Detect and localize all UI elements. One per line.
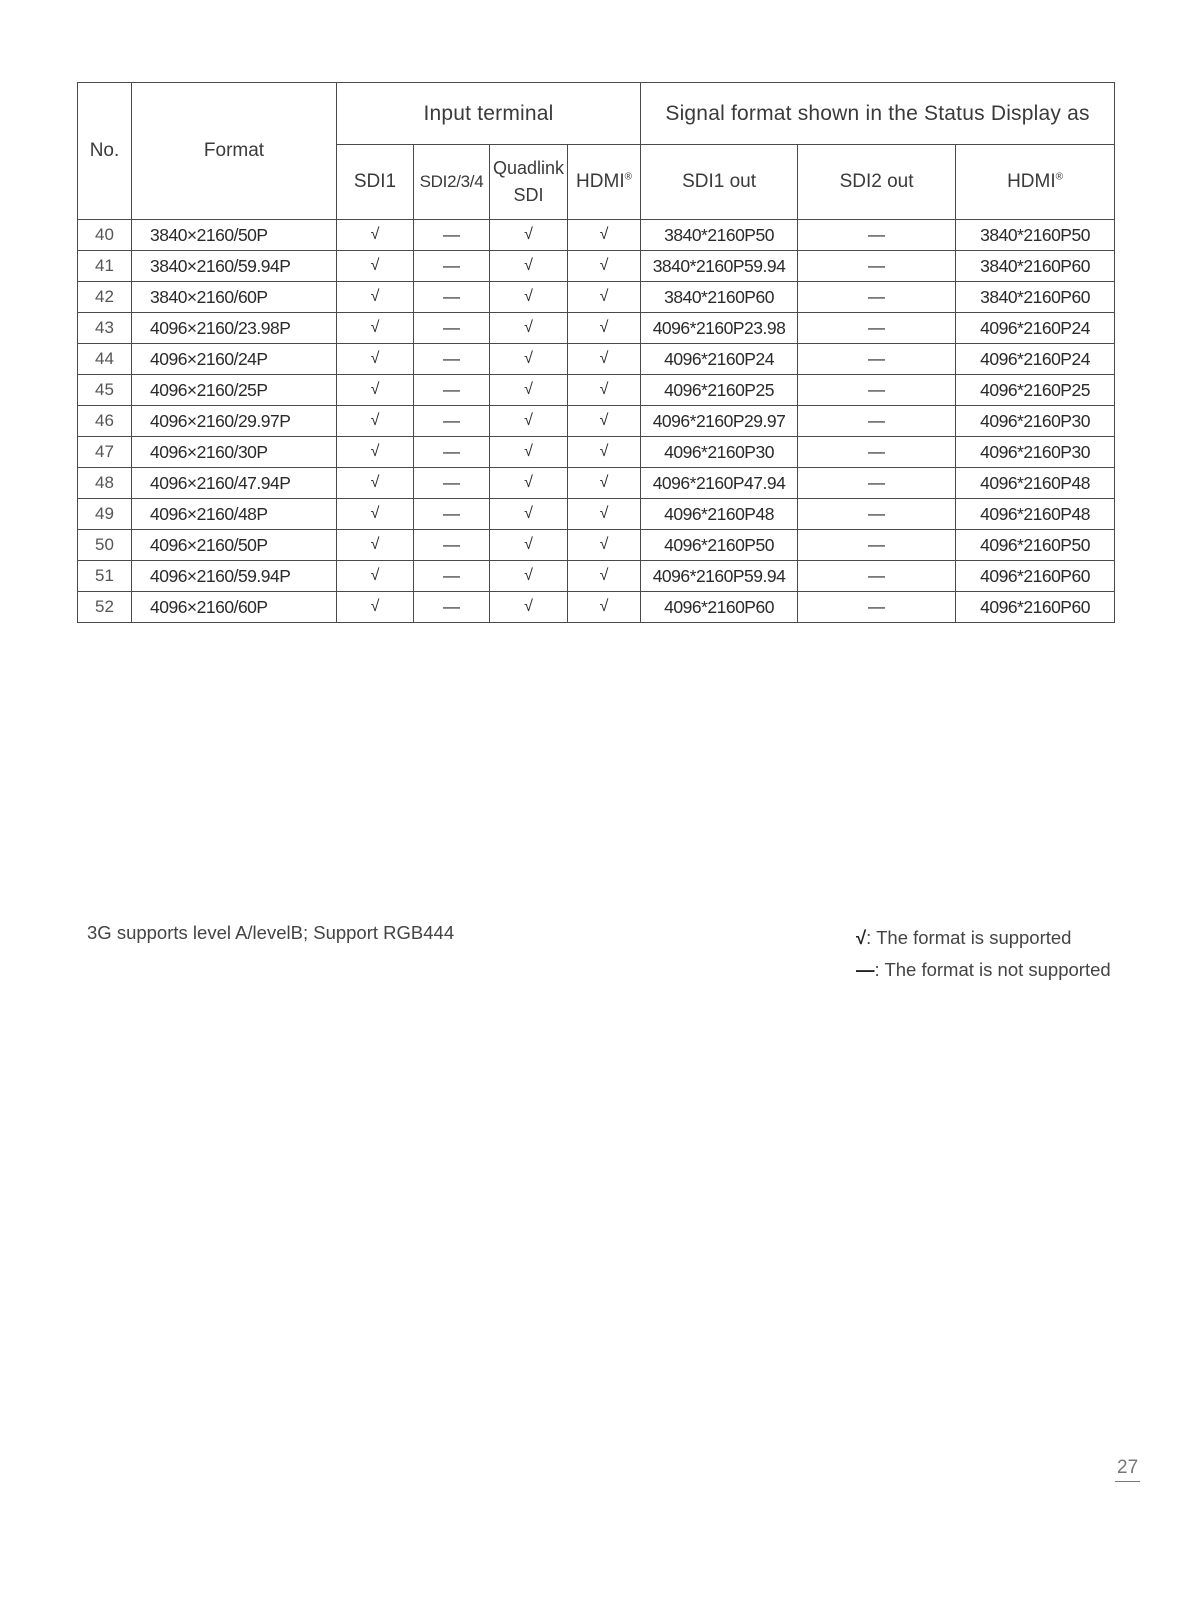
- table-row: [78, 220, 1115, 251]
- cell-sdi234: —: [414, 561, 490, 592]
- cell-sdi2-out: —: [798, 251, 956, 282]
- header-hdmi-input-label: HDMI: [576, 171, 625, 192]
- row-number: 47: [78, 437, 132, 468]
- cell-hdmi-out: 4096*2160P30: [956, 406, 1115, 437]
- table-row: [78, 499, 1115, 530]
- cell-sdi2-out: —: [798, 592, 956, 623]
- row-number: 48: [78, 468, 132, 499]
- row-format: 3840×2160/50P: [132, 220, 337, 251]
- cell-quadlink: √: [490, 561, 568, 592]
- header-hdmi-out-label: HDMI: [1007, 171, 1056, 192]
- cell-sdi1: √: [337, 499, 414, 530]
- cell-sdi1: √: [337, 437, 414, 468]
- table-row: [78, 313, 1115, 344]
- cell-sdi1-out: 4096*2160P47.94: [641, 468, 798, 499]
- registered-mark: ®: [624, 171, 632, 183]
- cell-hdmi-out: 4096*2160P50: [956, 530, 1115, 561]
- cell-sdi2-out: —: [798, 530, 956, 561]
- cell-quadlink: √: [490, 406, 568, 437]
- header-sdi1-out: SDI1 out: [641, 145, 798, 220]
- header-quadlink-sdi: [490, 145, 568, 220]
- cell-sdi1: √: [337, 592, 414, 623]
- table-row: [78, 344, 1115, 375]
- header-sdi1: SDI1: [337, 145, 414, 220]
- cell-quadlink: √: [490, 344, 568, 375]
- table-row: [78, 251, 1115, 282]
- cell-quadlink: √: [490, 437, 568, 468]
- header-no: No.: [78, 83, 132, 220]
- cell-quadlink: √: [490, 499, 568, 530]
- row-format: 4096×2160/48P: [132, 499, 337, 530]
- cell-hdmi: √: [568, 375, 641, 406]
- cell-hdmi-out: 4096*2160P60: [956, 592, 1115, 623]
- table-row: [78, 468, 1115, 499]
- table-row: [78, 282, 1115, 313]
- cell-sdi1: √: [337, 468, 414, 499]
- legend-supported: [856, 922, 1111, 954]
- cell-hdmi: √: [568, 561, 641, 592]
- cell-hdmi: √: [568, 406, 641, 437]
- cell-sdi234: —: [414, 592, 490, 623]
- header-sdi234: SDI2/3/4: [414, 145, 490, 220]
- row-number: 51: [78, 561, 132, 592]
- cell-hdmi: √: [568, 468, 641, 499]
- row-format: 4096×2160/30P: [132, 437, 337, 468]
- cell-hdmi: √: [568, 313, 641, 344]
- cell-sdi2-out: —: [798, 282, 956, 313]
- row-format: 4096×2160/24P: [132, 344, 337, 375]
- cell-sdi1: √: [337, 530, 414, 561]
- cell-quadlink: √: [490, 592, 568, 623]
- cell-quadlink: √: [490, 220, 568, 251]
- cell-sdi1-out: 4096*2160P59.94: [641, 561, 798, 592]
- cell-hdmi: √: [568, 282, 641, 313]
- dash-icon: —: [856, 959, 875, 980]
- cell-sdi1-out: 4096*2160P25: [641, 375, 798, 406]
- header-quadlink-line1: Quadlink: [492, 158, 565, 178]
- cell-sdi1: √: [337, 251, 414, 282]
- row-number: 45: [78, 375, 132, 406]
- cell-sdi234: —: [414, 251, 490, 282]
- table-row: [78, 592, 1115, 623]
- table-row: [78, 530, 1115, 561]
- cell-hdmi-out: 3840*2160P50: [956, 220, 1115, 251]
- cell-sdi234: —: [414, 530, 490, 561]
- row-number: 49: [78, 499, 132, 530]
- cell-sdi234: —: [414, 468, 490, 499]
- cell-sdi1-out: 4096*2160P50: [641, 530, 798, 561]
- cell-sdi1: √: [337, 282, 414, 313]
- cell-hdmi-out: 4096*2160P24: [956, 344, 1115, 375]
- cell-sdi2-out: —: [798, 468, 956, 499]
- cell-sdi1-out: 4096*2160P29.97: [641, 406, 798, 437]
- cell-sdi2-out: —: [798, 561, 956, 592]
- cell-sdi2-out: —: [798, 344, 956, 375]
- legend-supported-text: : The format is supported: [866, 927, 1072, 948]
- table-row: [78, 375, 1115, 406]
- cell-sdi1-out: 4096*2160P24: [641, 344, 798, 375]
- cell-quadlink: √: [490, 530, 568, 561]
- row-number: 40: [78, 220, 132, 251]
- cell-hdmi-out: 4096*2160P25: [956, 375, 1115, 406]
- cell-quadlink: √: [490, 313, 568, 344]
- row-number: 52: [78, 592, 132, 623]
- cell-hdmi: √: [568, 592, 641, 623]
- cell-quadlink: √: [490, 375, 568, 406]
- page-number: 27: [1115, 1457, 1140, 1482]
- row-format: 4096×2160/60P: [132, 592, 337, 623]
- cell-quadlink: √: [490, 468, 568, 499]
- row-format: 4096×2160/47.94P: [132, 468, 337, 499]
- cell-quadlink: √: [490, 282, 568, 313]
- table-row: [78, 437, 1115, 468]
- cell-sdi1-out: 3840*2160P60: [641, 282, 798, 313]
- cell-sdi1-out: 3840*2160P50: [641, 220, 798, 251]
- cell-sdi1-out: 3840*2160P59.94: [641, 251, 798, 282]
- table-body: [78, 220, 1115, 623]
- cell-sdi234: —: [414, 406, 490, 437]
- header-hdmi-input: [568, 145, 641, 220]
- cell-sdi1: √: [337, 220, 414, 251]
- row-number: 44: [78, 344, 132, 375]
- row-format: 4096×2160/59.94P: [132, 561, 337, 592]
- cell-sdi2-out: —: [798, 375, 956, 406]
- cell-hdmi: √: [568, 530, 641, 561]
- cell-hdmi-out: 4096*2160P48: [956, 468, 1115, 499]
- table-row: [78, 561, 1115, 592]
- cell-hdmi: √: [568, 499, 641, 530]
- header-status-display: Signal format shown in the Status Display as: [641, 83, 1115, 145]
- row-format: 4096×2160/23.98P: [132, 313, 337, 344]
- check-icon: √: [856, 927, 867, 948]
- cell-sdi2-out: —: [798, 499, 956, 530]
- row-format: 4096×2160/50P: [132, 530, 337, 561]
- header-quadlink-line2: SDI: [513, 185, 544, 205]
- cell-sdi234: —: [414, 282, 490, 313]
- table-row: [78, 406, 1115, 437]
- legend: [856, 922, 1111, 986]
- format-table: [77, 82, 1115, 623]
- row-number: 50: [78, 530, 132, 561]
- cell-hdmi: √: [568, 251, 641, 282]
- cell-hdmi-out: 4096*2160P24: [956, 313, 1115, 344]
- cell-sdi234: —: [414, 313, 490, 344]
- row-number: 43: [78, 313, 132, 344]
- cell-sdi234: —: [414, 375, 490, 406]
- cell-quadlink: √: [490, 251, 568, 282]
- registered-mark: ®: [1055, 171, 1063, 183]
- cell-sdi1: √: [337, 313, 414, 344]
- cell-sdi234: —: [414, 344, 490, 375]
- legend-unsupported-text: : The format is not supported: [874, 959, 1111, 980]
- row-format: 3840×2160/59.94P: [132, 251, 337, 282]
- row-number: 46: [78, 406, 132, 437]
- row-number: 42: [78, 282, 132, 313]
- cell-sdi1: √: [337, 344, 414, 375]
- cell-sdi234: —: [414, 220, 490, 251]
- row-number: 41: [78, 251, 132, 282]
- header-sdi2-out: SDI2 out: [798, 145, 956, 220]
- row-format: 3840×2160/60P: [132, 282, 337, 313]
- cell-sdi1-out: 4096*2160P60: [641, 592, 798, 623]
- cell-hdmi-out: 3840*2160P60: [956, 251, 1115, 282]
- cell-sdi1: √: [337, 561, 414, 592]
- cell-hdmi-out: 4096*2160P48: [956, 499, 1115, 530]
- cell-sdi1: √: [337, 406, 414, 437]
- cell-sdi1: √: [337, 375, 414, 406]
- cell-sdi1-out: 4096*2160P48: [641, 499, 798, 530]
- cell-sdi1-out: 4096*2160P30: [641, 437, 798, 468]
- header-format: Format: [132, 83, 337, 220]
- cell-sdi2-out: —: [798, 220, 956, 251]
- cell-sdi2-out: —: [798, 406, 956, 437]
- legend-unsupported: [856, 954, 1111, 986]
- cell-sdi2-out: —: [798, 437, 956, 468]
- cell-hdmi-out: 4096*2160P30: [956, 437, 1115, 468]
- cell-hdmi-out: 4096*2160P60: [956, 561, 1115, 592]
- footnote-3g-support: 3G supports level A/levelB; Support RGB444: [87, 922, 455, 943]
- header-hdmi-out: [956, 145, 1115, 220]
- cell-sdi2-out: —: [798, 313, 956, 344]
- cell-sdi234: —: [414, 437, 490, 468]
- cell-hdmi-out: 3840*2160P60: [956, 282, 1115, 313]
- row-format: 4096×2160/29.97P: [132, 406, 337, 437]
- cell-sdi1-out: 4096*2160P23.98: [641, 313, 798, 344]
- header-input-terminal: Input terminal: [337, 83, 641, 145]
- cell-hdmi: √: [568, 437, 641, 468]
- cell-hdmi: √: [568, 220, 641, 251]
- cell-sdi234: —: [414, 499, 490, 530]
- cell-hdmi: √: [568, 344, 641, 375]
- row-format: 4096×2160/25P: [132, 375, 337, 406]
